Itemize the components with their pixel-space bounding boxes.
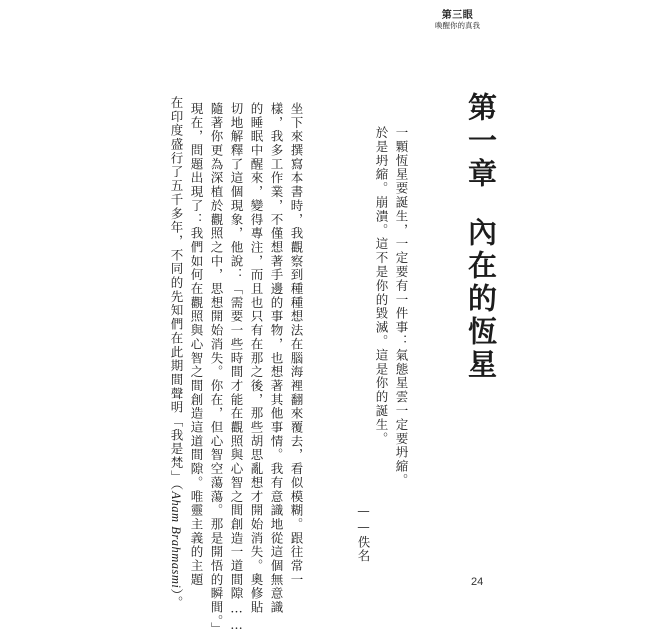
sanskrit-phrase: Aham Brahmasmi [169,491,183,589]
body-column-3: 的睡眠中醒來，變得專注，而且也只有在那之後，那些胡思亂想才開始消失。奧修貼 [249,102,264,615]
chapter-title [464,92,498,382]
chapter-name: 內在的恆星 [464,217,498,382]
book-subtitle: 喚醒你的真我 [435,20,480,30]
epigraph-line-2: 於是坍縮。崩潰。這不是你的毀滅。這是你的誕生。 [374,126,389,446]
body-column-7-text: 在印度盛行了五千多年，不同的先知們在此期間聲明「我是梵」（ [169,96,184,492]
body-column-7-end: ）。 [169,588,184,610]
body-column-1: 坐下來撰寫本書時，我觀察到種種想法在腦海裡翻來覆去，看似模糊。跟往常一 [289,102,304,587]
running-head [435,10,480,30]
epigraph-line-1: 一顆恆星要誕生，一定要有一件事：氣態星雲一定要坍縮。 [394,126,409,488]
page-number: 24 [471,576,484,588]
body-column-7 [170,96,183,610]
body-column-2: 樣，我多工作業，不僅想著手邊的事物，也想著其他事情。我有意識地從這個無意識 [269,102,284,615]
epigraph-attribution: ——佚名 [356,503,371,563]
body-column-6: 現在，問題出現了：我們如何在觀照與心智之間創造這道間隙。唯靈主義的主題 [189,102,204,587]
body-column-5: 隨著你更為深植於觀照之中，思想開始消失。你在，但心智空蕩蕩。那是開悟的瞬間。」 [209,102,224,636]
chapter-number: 第一章 [464,92,498,191]
part-title: 第三眼 [441,10,474,21]
body-column-4: 切地解釋了這個現象，他說：「需要一些時間才能在觀照與心智之間創造一道間隙…… [229,102,244,634]
